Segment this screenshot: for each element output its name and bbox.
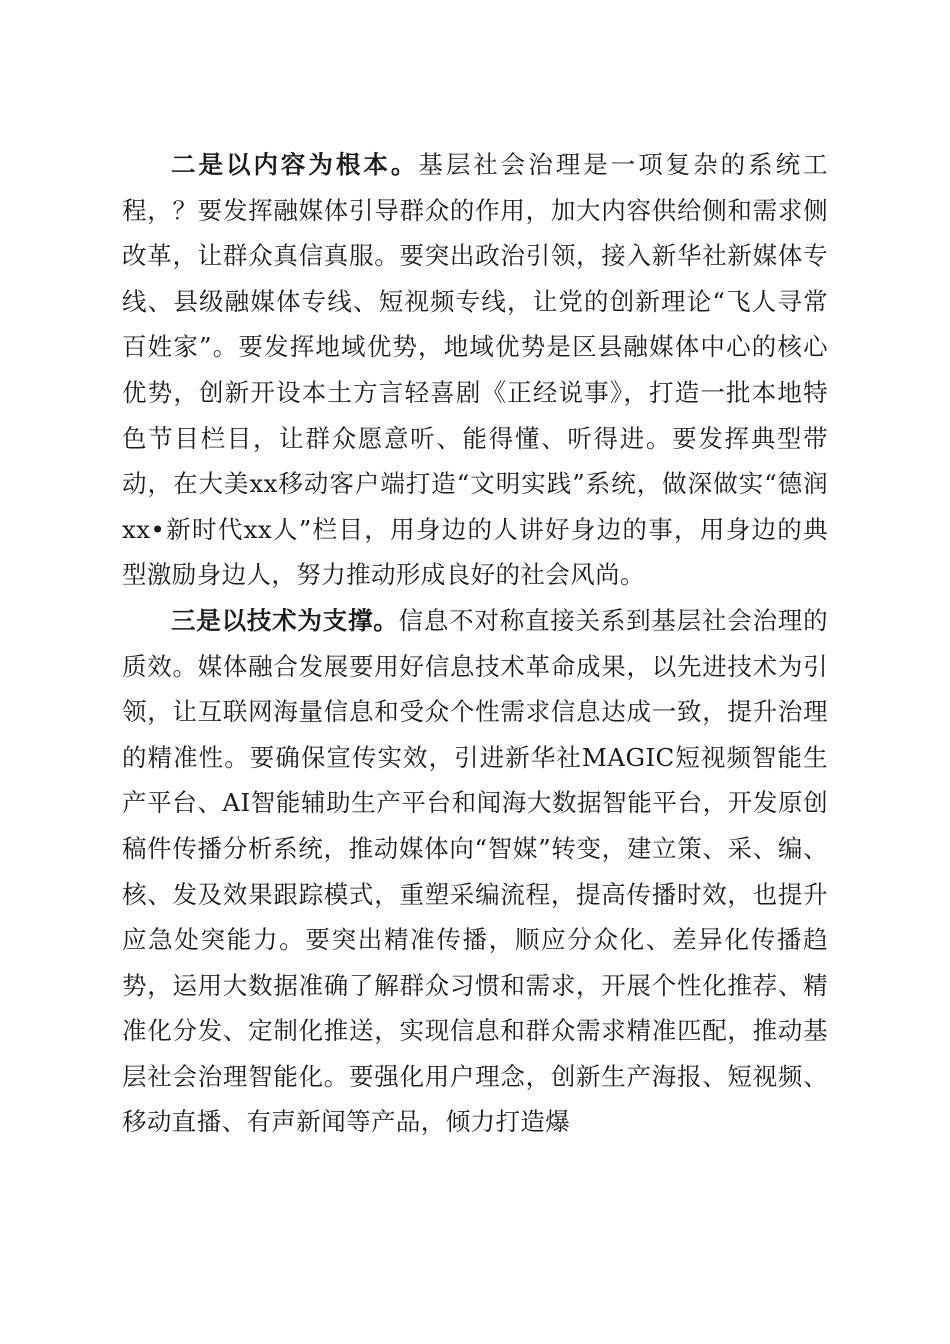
document-body: [122, 142, 828, 1145]
paragraph-text: 基层社会治理是一项复杂的系统工程，？要发挥融媒体引导群众的作用，加大内容供给侧和需求侧改革，让群众真信真服。要突出政治引领，接入新华社新媒体专线、县级融媒体专线、短视频专线，让党的创新理论“飞人寻常百姓家”。要发挥地域优势，地域优势是区县融媒体中心的核心优势，创新开设本土方言轻喜剧《正经说事》，打造一批本地特色节目栏目，让群众愿意听、能得懂、听得进。要发挥典型带动，在大美xx移动客户端打造“文明实践”系统，做深做实“德润xx•新时代xx人”栏目，用身边的人讲好身边的事，用身边的典型激励身边人，努力推动形成良好的社会风尚。: [122, 150, 828, 590]
paragraph-lead: 二是以内容为根本。: [171, 150, 419, 179]
paragraph-text: 信息不对称直接关系到基层社会治理的质效。媒体融合发展要用好信息技术革命成果，以先进技术为引领，让互联网海量信息和受众个性需求信息达成一致，提升治理的精准性。要确保宣传实效，引进新华社MAGIC短视频智能生产平台、AI智能辅助生产平台和闻海大数据智能平台，开发原创稿件传播分析系统，推动媒体向“智媒”转变，建立策、采、编、核、发及效果跟踪模式，重塑采编流程，提高传播时效，也提升应急处突能力。要突出精准传播，顺应分众化、差异化传播趋势，运用大数据准确了解群众习惯和需求，开展个性化推荐、精准化分发、定制化推送，实现信息和群众需求精准匹配，推动基层社会治理智能化。要强化用户理念，创新生产海报、短视频、移动直播、有声新闻等产品，倾力打造爆: [122, 605, 828, 1137]
paragraph-technology-support: [122, 598, 828, 1145]
paragraph-content-foundation: [122, 142, 828, 598]
paragraph-lead: 三是以技术为支撑。: [171, 605, 399, 635]
